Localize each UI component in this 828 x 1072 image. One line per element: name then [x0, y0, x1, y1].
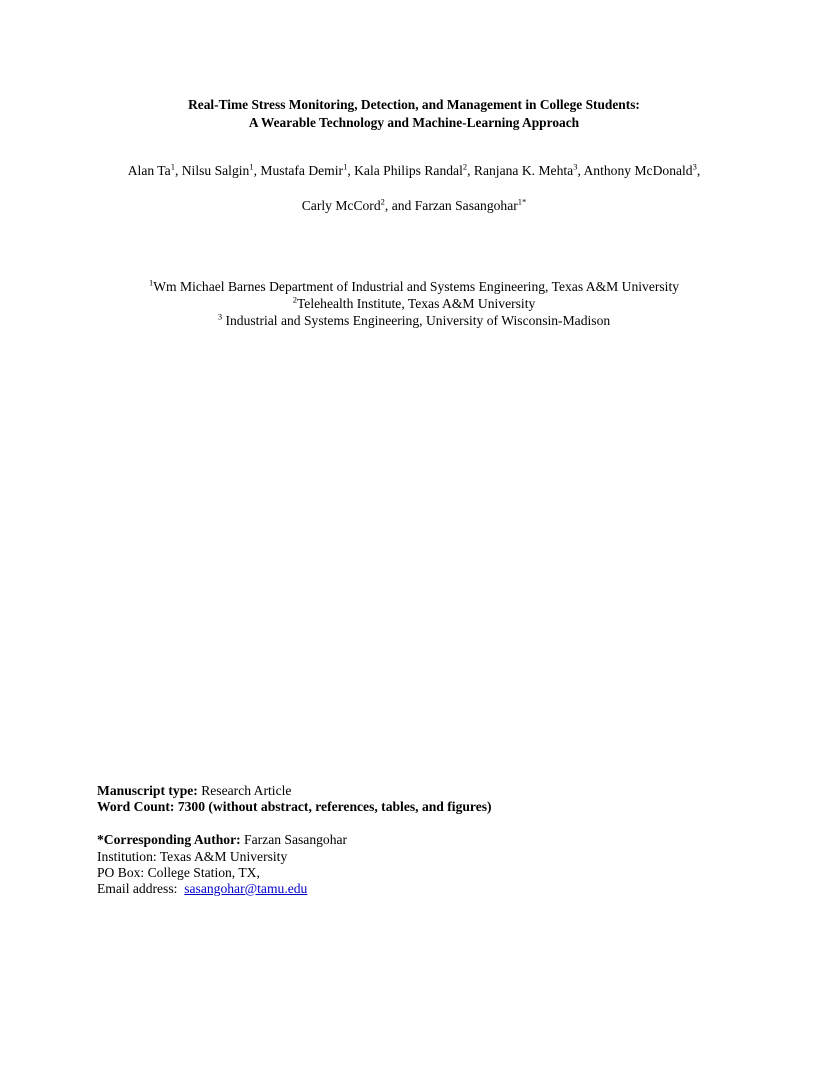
- author-name: Kala Philips Randal: [354, 163, 463, 178]
- email-address: [97, 881, 737, 897]
- corresponding-author-label: *Corresponding Author:: [97, 832, 241, 847]
- author-affiliation-mark: 2: [380, 196, 385, 207]
- author-affiliation-mark: 1: [170, 161, 175, 172]
- author-affiliation-mark: 1: [249, 161, 254, 172]
- institution: Institution: Texas A&M University: [97, 849, 288, 864]
- affiliation-2: [0, 295, 828, 312]
- affiliation-text: Industrial and Systems Engineering, University of Wisconsin-Madison: [222, 313, 611, 328]
- author-affiliation-mark: 3: [573, 161, 578, 172]
- manuscript-type-value: Research Article: [197, 783, 292, 798]
- author-affiliation-mark: 2: [462, 161, 468, 172]
- author-separator: ,: [347, 163, 355, 178]
- affiliation-mark: 1: [148, 277, 154, 288]
- corresponding-author: [97, 832, 737, 848]
- author-separator: ,: [253, 163, 261, 178]
- author-name: Alan Ta: [127, 163, 171, 178]
- author-name: Nilsu Salgin: [181, 163, 250, 178]
- email-label: Email address:: [97, 881, 185, 896]
- affiliation-text: Wm Michael Barnes Department of Industrial and Systems Engineering, Texas A&M University: [153, 279, 680, 294]
- author-name: Ranjana K. Mehta: [473, 163, 574, 178]
- author-separator: ,: [174, 163, 182, 178]
- affiliation-mark: 3: [217, 311, 223, 322]
- author-name: Mustafa Demir: [260, 163, 344, 178]
- author-affiliation-mark: 1*: [517, 196, 527, 207]
- author-affiliation-mark: 1: [343, 161, 348, 172]
- author-separator: ,: [384, 198, 392, 213]
- author-separator: ,: [696, 163, 701, 178]
- word-count-text: Word Count: 7300 (without abstract, references, tables, and figures): [97, 799, 492, 814]
- po-box: PO Box: College Station, TX,: [97, 865, 260, 880]
- authors-line-2: [0, 197, 828, 215]
- author-separator: ,: [577, 163, 584, 178]
- author-prefix: and: [391, 198, 415, 213]
- author-name: Carly McCord: [301, 198, 381, 213]
- affiliation-mark: 2: [292, 294, 297, 305]
- author-affiliation-mark: 3: [692, 161, 697, 172]
- manuscript-type: [97, 783, 737, 799]
- manuscript-type-label: Manuscript type:: [97, 783, 198, 798]
- email-link[interactable]: sasangohar@tamu.edu: [184, 881, 308, 896]
- corresponding-author-name: Farzan Sasangohar: [240, 832, 348, 847]
- affiliation-1: [0, 278, 828, 295]
- authors-line-1: [0, 162, 828, 180]
- title-line-2: A Wearable Technology and Machine-Learning Approach: [248, 115, 580, 130]
- author-separator: ,: [467, 163, 474, 178]
- affiliation-text: Telehealth Institute, Texas A&M University: [296, 296, 536, 311]
- affiliation-3: [0, 312, 828, 329]
- title-line-1: Real-Time Stress Monitoring, Detection, and Management in College Students:: [188, 97, 640, 112]
- paper-title: [0, 96, 828, 132]
- author-name: Farzan Sasangohar: [414, 198, 518, 213]
- word-count: [97, 799, 737, 815]
- author-name: Anthony McDonald: [583, 163, 693, 178]
